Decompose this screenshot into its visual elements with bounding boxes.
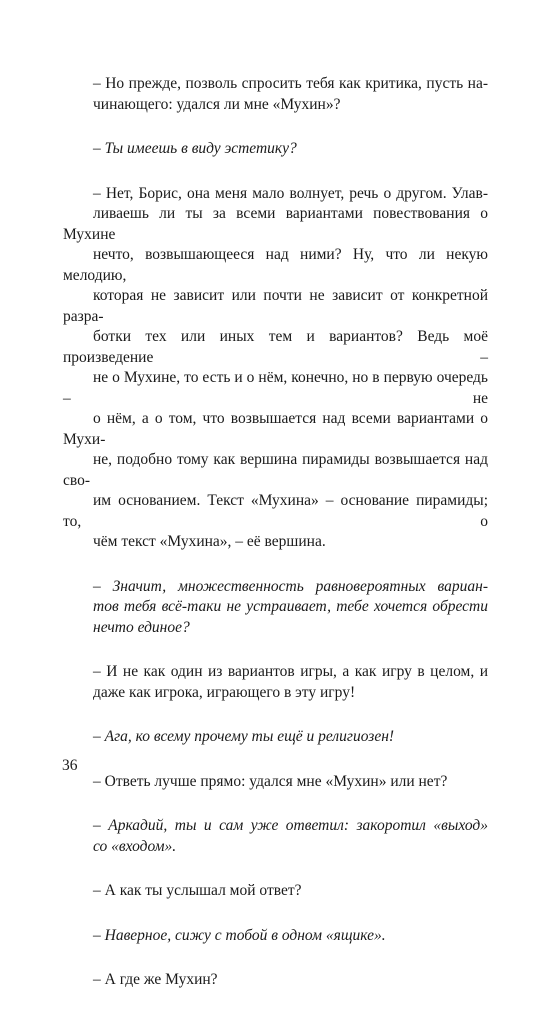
text-line: им основанием. Текст «Мухина» – основание пирамиды; то, о [63, 492, 488, 530]
text-line: – Нет, Борис, она меня мало волнует, речь о другом. Улав- [93, 184, 488, 202]
text-line: о нём, а о том, что возвышается над всеми вариантами о Мухи- [63, 410, 488, 448]
paragraph-11 [63, 970, 488, 991]
paragraph-8 [63, 816, 488, 857]
text-line: которая не зависит или почти не зависит от конкретной разра- [63, 287, 488, 325]
text-line: – Ты имеешь в виду эстетику? [93, 140, 297, 157]
text-line: тов тебя всё-таки не устраивает, тебе хочется обрести [93, 598, 488, 615]
text-line: – Ага, ко всему прочему ты ещё и религиозен! [93, 728, 395, 745]
text-line: ливаешь ли ты за всеми вариантами повествования о Мухине [63, 205, 488, 243]
text-line: чинающего: удался ли мне «Мухин»? [93, 95, 341, 113]
text-line: ботки тех или иных тем и вариантов? Ведь моё произведение – [63, 328, 488, 366]
text-line: – Наверное, сижу с тобой в одном «ящике». [93, 926, 386, 944]
paragraph-9 [63, 881, 488, 902]
text-line: – Но прежде, позволь спросить тебя как критика, пусть на- [93, 75, 488, 92]
text-line: чём текст «Мухина», – её вершина. [93, 533, 326, 550]
page-body [63, 74, 488, 1015]
paragraph-3 [63, 184, 488, 553]
text-line: даже как игрока, играющего в эту игру! [93, 683, 356, 701]
text-line: со «входом». [93, 837, 177, 855]
paragraph-7 [63, 772, 488, 793]
paragraph-5 [63, 662, 488, 703]
text-line: – А как ты услышал мой ответ? [93, 882, 302, 899]
text-line: – Аркадий, ты и сам уже ответил: закоротил «выход» [93, 817, 488, 834]
paragraph-6 [63, 727, 488, 748]
text-line: – И не как один из вариантов игры, а как игру в целом, и [93, 663, 488, 680]
paragraph-10 [63, 926, 488, 947]
paragraph-2 [63, 139, 488, 160]
text-line: нечто единое? [93, 618, 190, 636]
paragraph-1 [63, 74, 488, 115]
text-line: не, подобно тому как вершина пирамиды возвышается над сво- [63, 451, 488, 489]
paragraph-4 [63, 577, 488, 639]
text-line: не о Мухине, то есть и о нём, конечно, но в первую очередь – не [63, 369, 488, 407]
text-line: – Значит, множественность равновероятных вариан- [93, 577, 488, 595]
text-line: – А где же Мухин? [93, 971, 218, 988]
page-number: 36 [62, 757, 78, 774]
text-line: – Ответь лучше прямо: удался мне «Мухин» или нет? [93, 772, 448, 790]
text-line: нечто, возвышающееся над ними? Ну, что ли некую мелодию, [63, 246, 488, 284]
